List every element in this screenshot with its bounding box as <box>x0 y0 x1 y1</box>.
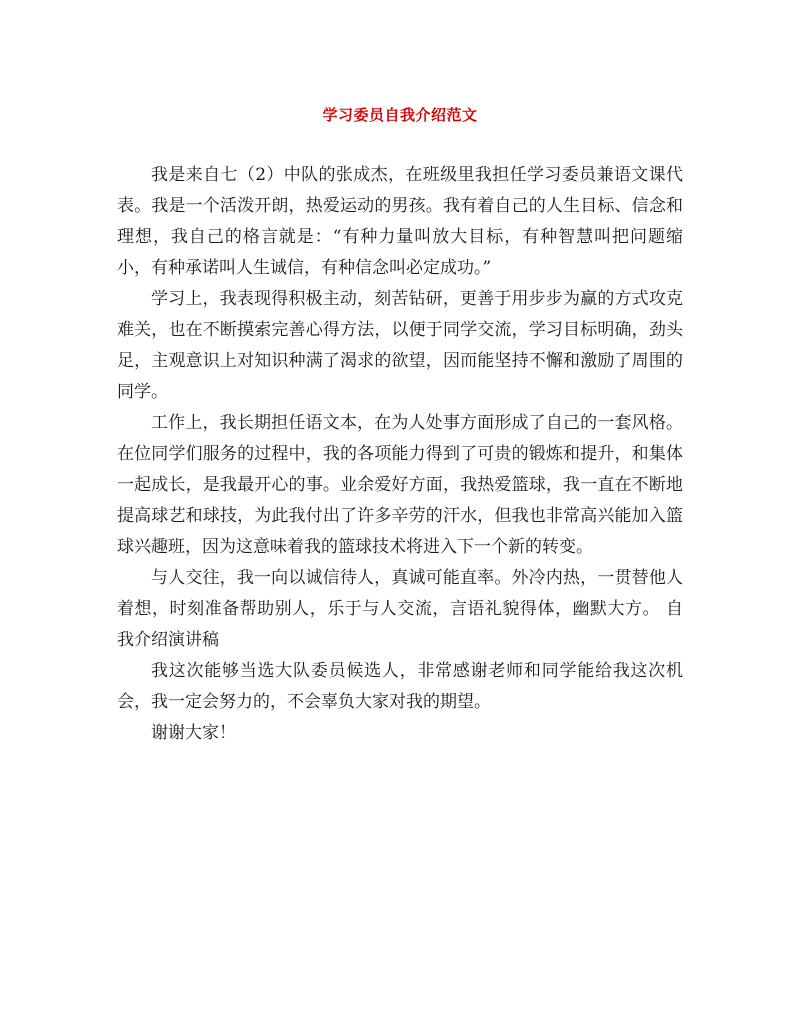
paragraph-work: 工作上，我长期担任语文本，在为人处事方面形成了自己的一套风格。在位同学们服务的过程中，我的各项能力得到了可贵的锻炼和提升，和集体一起成长，是我最开心的事。业余爱好方面，我热爱篮球，我一直在不断地提高球艺和球技，为此我付出了许多辛劳的汗水，但我也非常高兴能加入篮球兴趣班，因为这意味着我的篮球技术将进入下一个新的转变。 <box>117 413 683 557</box>
paragraph-social: 与人交往，我一向以诚信待人，真诚可能直率。外冷内热，一贯替他人着想，时刻准备帮助别人，乐于与人交流，言语礼貌得体，幽默大方。 自我介绍演讲稿 <box>117 568 683 650</box>
document-body <box>117 160 683 749</box>
page-title: 学习委员自我介绍范文 <box>322 106 478 124</box>
paragraph-closing: 谢谢大家！ <box>151 723 236 743</box>
paragraph-thanks-candidacy: 我这次能够当选大队委员候选人，非常感谢老师和同学能给我这次机会，我一定会努力的，不会辜负大家对我的期望。 <box>117 661 683 712</box>
paragraph-intro: 我是来自七（2）中队的张成杰，在班级里我担任学习委员兼语文课代表。我是一个活泼开朗，热爱运动的男孩。我有着自己的人生目标、信念和理想，我自己的格言就是：“有种力量叫放大目标，有种智慧叫把问题缩小，有种承诺叫人生诚信，有种信念叫必定成功。” <box>117 165 683 278</box>
paragraph-study: 学习上，我表现得积极主动，刻苦钻研，更善于用步步为赢的方式攻克难关，也在不断摸索完善心得方法，以便于同学交流，学习目标明确，劲头足，主观意识上对知识种满了渴求的欲望，因而能坚持不懈和激励了周围的同学。 <box>117 289 683 402</box>
